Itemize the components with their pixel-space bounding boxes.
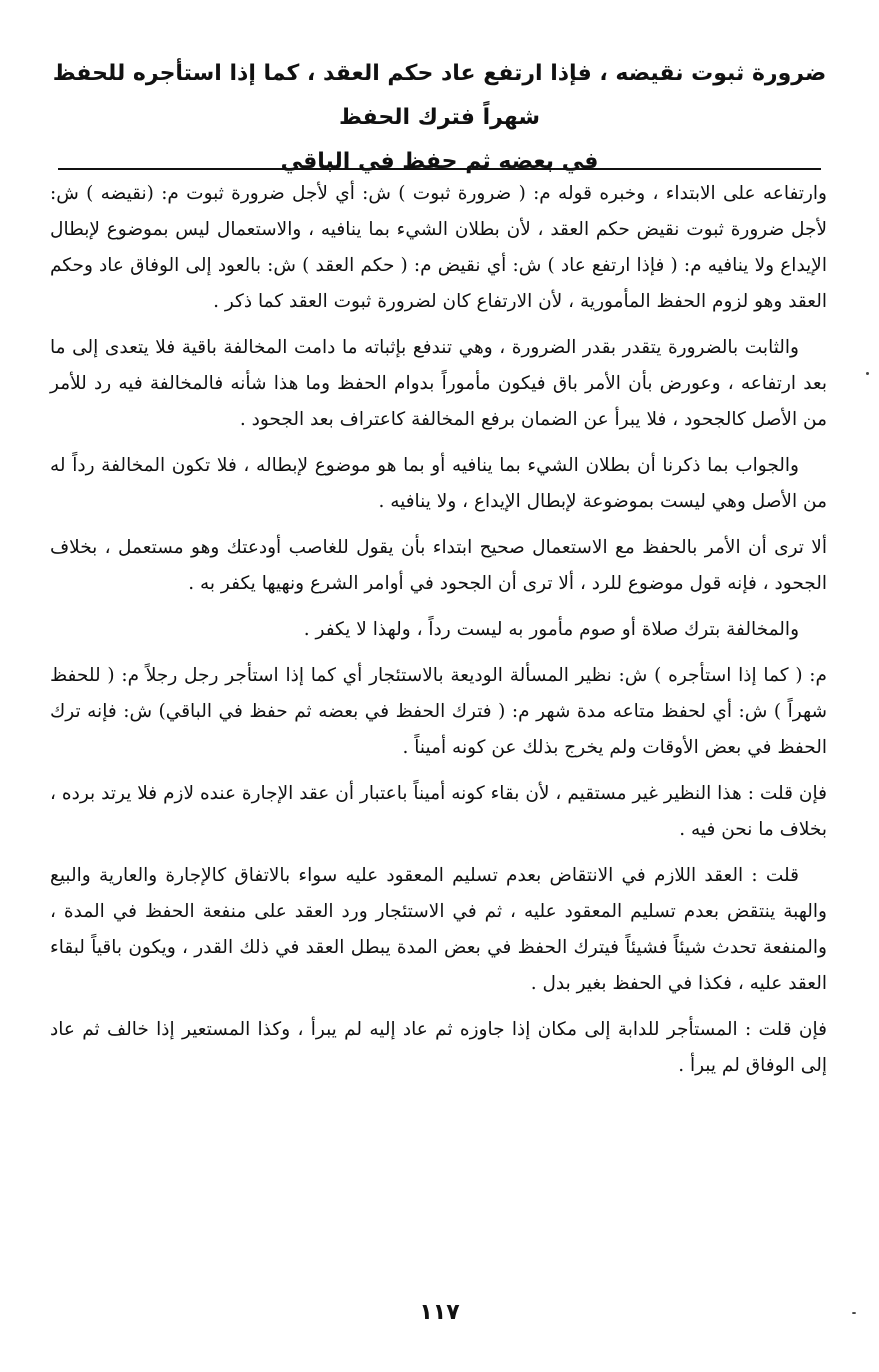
scan-speck xyxy=(866,372,869,375)
page-number: ١١٧ xyxy=(419,1300,460,1325)
paragraph-4: ألا ترى أن الأمر بالحفظ مع الاستعمال صحيح ابتداء بأن يقول للغاصب أودعتك وهو مستعمل ، بخلاف الجحود ، فإنه قول موضوع للرد ، ألا ترى أن الجحود في أوامر الشرع ونهيها يكفر به . xyxy=(50,537,827,594)
heading-line-2: في بعضه ثم حفظ في الباقي xyxy=(280,149,599,174)
paragraph-6: م: ( كما إذا استأجره ) ش: نظير المسألة الوديعة بالاستئجار أي كما إذا استأجر رجل رجلاً م: ( للحفظ شهراً ) ش: أي لحفظ متاعه مدة شهر م: ( فترك الحفظ في بعضه ثم حفظ في الباقي) ش: فإنه ترك الحفظ في بعض الأوقات ولم يخرج بذلك عن كونه أميناً . xyxy=(50,665,827,758)
section-heading xyxy=(50,52,829,184)
heading-line-1: ضرورة ثبوت نقيضه ، فإذا ارتفع عاد حكم العقد ، كما إذا استأجره للحفظ شهراً فترك الحفظ xyxy=(52,61,827,130)
paragraph-9: فإن قلت : المستأجر للدابة إلى مكان إذا جاوزه ثم عاد إليه لم يبرأ ، وكذا المستعير إذا خالف ثم عاد إلى الوفاق لم يبرأ . xyxy=(50,1019,827,1076)
paragraph-1: وارتفاعه على الابتداء ، وخبره قوله م: ( ضرورة ثبوت ) ش: أي لأجل ضرورة ثبوت م: (نقيضه ) ش: لأجل ضرورة ثبوت نقيض حكم العقد ، لأن بطلان الشيء بما ينافيه ، والاستعمال ليس بموضوع لإبطال الإيداع ولا ينافيه م: ( فإذا ارتفع عاد ) ش: أي نقيض م: ( حكم العقد ) ش: بالعود إلى الوفاق عاد وحكم العقد وهو لزوم الحفظ المأمورية ، لأن الارتفاع كان لضرورة ثبوت العقد كما ذكر . xyxy=(50,183,827,312)
heading-divider xyxy=(58,168,821,170)
paragraph-8: قلت : العقد اللازم في الانتقاض بعدم تسليم المعقود عليه سواء بالاتفاق كالإجارة والعارية والبيع والهبة ينتقض بعدم تسليم المعقود عليه ، ثم في الاستئجار ورد العقد على منفعة الحفظ في المدة ، والمنفعة تحدث شيئاً فشيئاً فيترك الحفظ في بعض المدة يبطل العقد في ذلك القدر ، ويكون باقياً لبقاء العقد عليه ، فكذا في الحفظ بغير بدل . xyxy=(50,865,827,994)
paragraph-2: والثابت بالضرورة يتقدر بقدر الضرورة ، وهي تندفع بإثباته ما دامت المخالفة باقية فلا يتعدى إلى ما بعد ارتفاعه ، وعورض بأن الأمر باق فيكون مأموراً بدوام الحفظ وما هذا شأنه فالمخالفة فيه رد للأمر من الأصل كالجحود ، فلا يبرأ عن الضمان برفع المخالفة كاعتراف بعد الجحود . xyxy=(50,337,827,430)
paragraph-5: والمخالفة بترك صلاة أو صوم مأمور به ليست رداً ، ولهذا لا يكفر . xyxy=(303,619,799,640)
paragraph-3: والجواب بما ذكرنا أن بطلان الشيء بما ينافيه أو بما هو موضوع لإبطاله ، فلا تكون المخالفة رداً له من الأصل وهي ليست بموضوعة لإبطال الإيداع ، ولا ينافيه . xyxy=(50,455,827,512)
commentary-body xyxy=(50,176,827,1094)
scan-speck xyxy=(852,1312,856,1314)
paragraph-7: فإن قلت : هذا النظير غير مستقيم ، لأن بقاء كونه أميناً باعتبار أن عقد الإجارة عنده لازم فلا يرتد برده ، بخلاف ما نحن فيه . xyxy=(50,783,827,840)
